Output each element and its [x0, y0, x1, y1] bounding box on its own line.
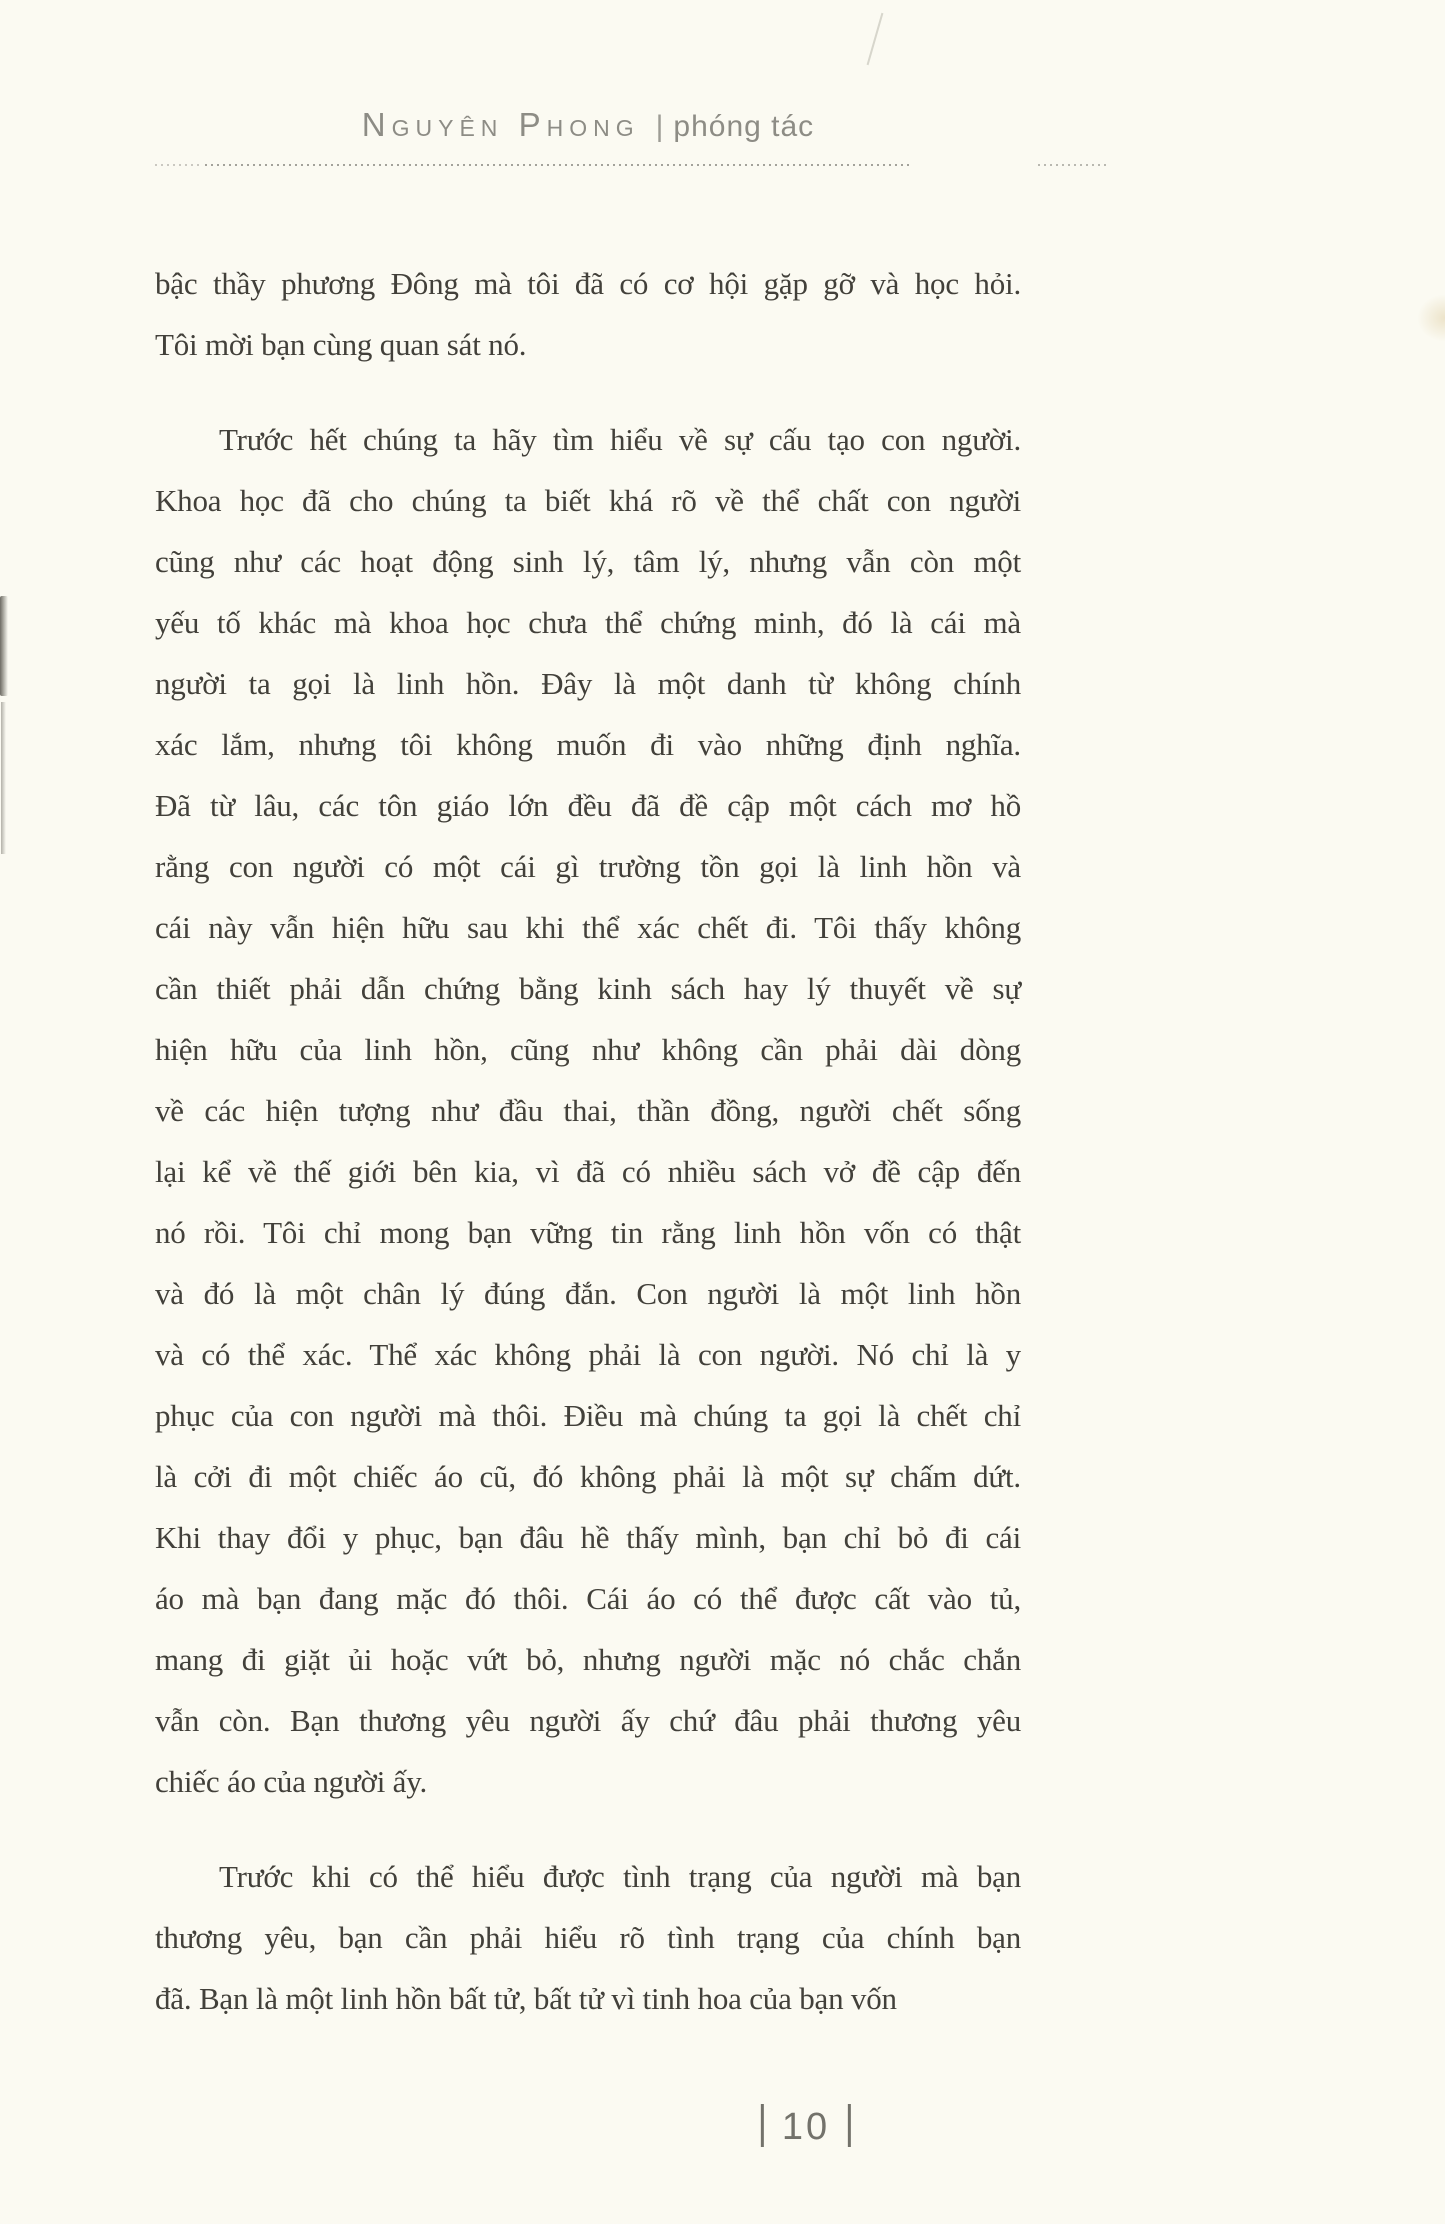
- paragraph: [155, 253, 1021, 375]
- text-line: lại kể về thế giới bên kia, vì đã có nhiều sách vở đề cập đến: [155, 1154, 1021, 1189]
- dotted-rule: [205, 164, 913, 166]
- text-line: Trước hết chúng ta hãy tìm hiểu về sự cấu tạo con người.: [219, 422, 1021, 457]
- text-line: Trước khi có thể hiểu được tình trạng của người mà bạn: [219, 1859, 1021, 1894]
- text-line: cần thiết phải dẫn chứng bằng kinh sách hay lý thuyết về sự: [155, 971, 1021, 1006]
- text-line: Khi thay đổi y phục, bạn đâu hề thấy mình, bạn chỉ bỏ đi cái: [155, 1520, 1021, 1555]
- text-line: bậc thầy phương Đông mà tôi đã có cơ hội gặp gỡ và học hỏi.: [155, 266, 1021, 301]
- text-line: áo mà bạn đang mặc đó thôi. Cái áo có thể được cất vào tủ,: [155, 1581, 1021, 1616]
- text-line: thương yêu, bạn cần phải hiểu rõ tình trạng của chính bạn: [155, 1920, 1021, 1955]
- text-line: người ta gọi là linh hồn. Đây là một danh từ không chính: [155, 666, 1021, 701]
- text-line: là cởi đi một chiếc áo cũ, đó không phải là một sự chấm dứt.: [155, 1459, 1021, 1494]
- dotted-rule-left-fragment: [155, 164, 201, 166]
- text-line: yếu tố khác mà khoa học chưa thể chứng minh, đó là cái mà: [155, 605, 1021, 640]
- body-text: [155, 253, 1021, 2029]
- scan-smudge-dark: [0, 596, 8, 696]
- header-author: Nguyên Phong: [361, 106, 640, 143]
- text-line: Khoa học đã cho chúng ta biết khá rõ về thể chất con người: [155, 483, 1021, 518]
- text-line: đã. Bạn là một linh hồn bất tử, bất tử vì tinh hoa của bạn vốn: [155, 1981, 897, 2016]
- text-line: cũng như các hoạt động sinh lý, tâm lý, nhưng vẫn còn một: [155, 544, 1021, 579]
- text-line: hiện hữu của linh hồn, cũng như không cần phải dài dòng: [155, 1032, 1021, 1067]
- page-number-bar-right: [848, 2104, 851, 2147]
- text-line: cái này vẫn hiện hữu sau khi thể xác chết đi. Tôi thấy không: [155, 910, 1021, 945]
- text-line: và có thể xác. Thể xác không phải là con người. Nó chỉ là y: [155, 1337, 1021, 1372]
- paragraph: [155, 409, 1021, 1812]
- text-line: và đó là một chân lý đúng đắn. Con người là một linh hồn: [155, 1276, 1021, 1311]
- text-line: Tôi mời bạn cùng quan sát nó.: [155, 327, 527, 362]
- text-line: nó rồi. Tôi chỉ mong bạn vững tin rằng linh hồn vốn có thật: [155, 1215, 1021, 1250]
- page-footer: [761, 2104, 851, 2147]
- page-header: [155, 106, 1021, 144]
- text-line: vẫn còn. Bạn thương yêu người ấy chứ đâu phải thương yêu: [155, 1703, 1021, 1738]
- scan-smudge-light: [1, 702, 6, 854]
- text-line: rằng con người có một cái gì trường tồn gọi là linh hồn và: [155, 849, 1021, 884]
- dotted-rule-right-fragment: [1038, 164, 1106, 166]
- paragraph: [155, 1846, 1021, 2029]
- text-line: mang đi giặt ủi hoặc vứt bỏ, nhưng người mặc nó chắc chắn: [155, 1642, 1021, 1677]
- page-number: 10: [781, 2105, 831, 2148]
- page-number-bar-left: [761, 2104, 764, 2147]
- header-separator: |: [655, 110, 664, 143]
- scan-scratch: [867, 13, 884, 65]
- scan-blot: [1417, 294, 1445, 342]
- text-line: về các hiện tượng như đầu thai, thần đồng, người chết sống: [155, 1093, 1021, 1128]
- header-subtitle: phóng tác: [673, 110, 815, 143]
- text-line: Đã từ lâu, các tôn giáo lớn đều đã đề cập một cách mơ hồ: [155, 788, 1021, 823]
- text-line: xác lắm, nhưng tôi không muốn đi vào những định nghĩa.: [155, 727, 1021, 762]
- text-line: chiếc áo của người ấy.: [155, 1764, 428, 1799]
- text-line: phục của con người mà thôi. Điều mà chúng ta gọi là chết chỉ: [155, 1398, 1021, 1433]
